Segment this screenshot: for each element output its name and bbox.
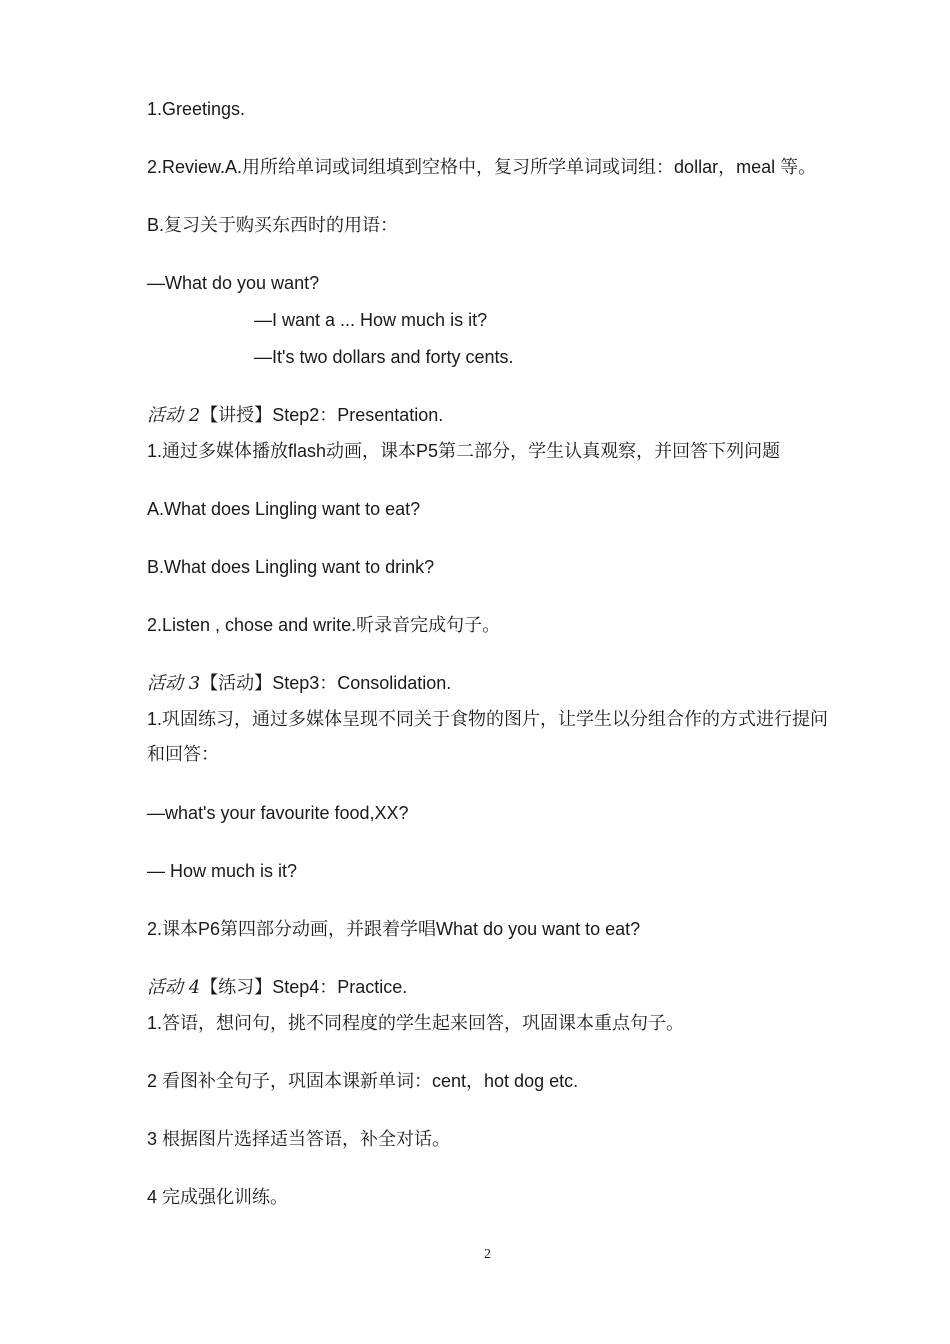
activity-4-heading: 活动 4【练习】Step4：Practice. (147, 977, 408, 998)
line-practice-4: 4 完成强化训练。 (147, 1187, 289, 1208)
line-presentation-1: 1.通过多媒体播放flash动画，课本P5第二部分，学生认真观察，并回答下列问题 (147, 441, 781, 462)
line-dialog-2: —I want a ... How much is it? (254, 310, 488, 330)
line-practice-1: 1.答语，想问句，挑不同程度的学生起来回答，巩固课本重点句子。 (147, 1013, 685, 1034)
line-favourite-food: —what's your favourite food,XX? (147, 803, 409, 823)
line-practice-2: 2 看图补全句子，巩固本课新单词：cent，hot dog etc. (147, 1071, 579, 1092)
line-review-b: B.复习关于购买东西时的用语： (147, 215, 399, 236)
line-consolidation-2: 2.课本P6第四部分动画，并跟着学唱What do you want to eat? (147, 919, 641, 940)
line-dialog-3: —It's two dollars and forty cents. (254, 347, 514, 367)
line-consolidation-1-cont: 和回答： (147, 744, 219, 765)
line-question-b: B.What does Lingling want to drink? (147, 557, 435, 577)
activity-2-heading: 活动 2【讲授】Step2：Presentation. (147, 405, 444, 426)
line-dialog-1: —What do you want? (147, 273, 320, 293)
line-consolidation-1: 1.巩固练习，通过多媒体呈现不同关于食物的图片，让学生以分组合作的方式进行提问 (147, 709, 829, 730)
line-question-a: A.What does Lingling want to eat? (147, 499, 421, 519)
line-practice-3: 3 根据图片选择适当答语，补全对话。 (147, 1129, 451, 1150)
line-review-a: 2.Review.A.用所给单词或词组填到空格中，复习所学单词或词组：dollar，meal 等。 (147, 157, 817, 178)
page-number: 2 (484, 1247, 491, 1262)
line-how-much: — How much is it? (147, 861, 298, 881)
activity-3-heading: 活动 3【活动】Step3：Consolidation. (147, 673, 452, 694)
line-listen: 2.Listen , chose and write.听录音完成句子。 (147, 615, 501, 636)
line-greetings: 1.Greetings. (147, 99, 246, 119)
